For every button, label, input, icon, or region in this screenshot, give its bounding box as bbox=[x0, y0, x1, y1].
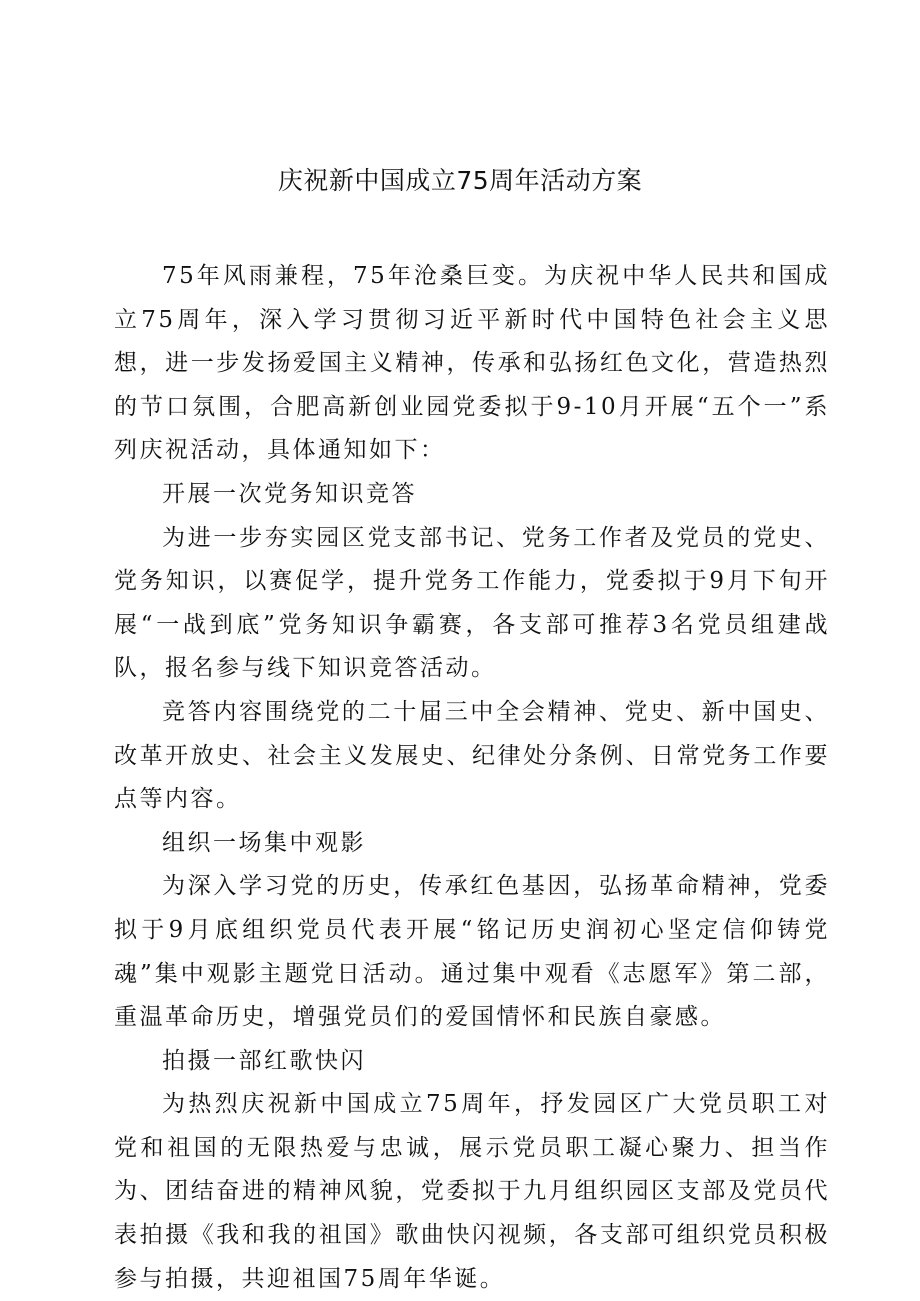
section-heading-film: 组织一场集中观影 bbox=[162, 829, 366, 856]
section-paragraph: 竞答内容围绕党的二十届三中全会精神、党史、新中国史、改革开放史、社会主义发展史、纪律处分条例、日常党务工作要点等内容。 bbox=[114, 698, 830, 813]
section-paragraph: 为热烈庆祝新中国成立75周年，抒发园区广大党员职工对党和祖国的无限热爱与忠诚，展示党员职工凝心聚力、担当作为、团结奋进的精神风貌，党委拟于九月组织园区支部及党员代表拍摄《我和我的祖国》歌曲快闪视频，各支部可组织党员积极参与拍摄，共迎祖国75周年华诞。 bbox=[114, 1091, 830, 1292]
section-heading-quiz: 开展一次党务知识竞答 bbox=[162, 480, 417, 507]
section-paragraph: 为进一步夯实园区党支部书记、党务工作者及党员的党史、党务知识，以赛促学，提升党务工作能力，党委拟于9月下旬开展“一战到底”党务知识争霸赛，各支部可推荐3名党员组建战队，报名参与线下知识竞答活动。 bbox=[114, 524, 830, 682]
section-paragraph: 为深入学习党的历史，传承红色基因，弘扬革命精神，党委拟于9月底组织党员代表开展“铭记历史润初心坚定信仰铸党魂”集中观影主题党日活动。通过集中观看《志愿军》第二部，重温革命历史，增强党员们的爱国情怀和民族自豪感。 bbox=[114, 873, 830, 1031]
section-heading-flashmob: 拍摄一部红歌快闪 bbox=[162, 1047, 366, 1074]
document-body bbox=[114, 255, 830, 1301]
document-title: 庆祝新中国成立75周年活动方案 bbox=[277, 166, 643, 195]
intro-paragraph: 75年风雨兼程，75年沧桑巨变。为庆祝中华人民共和国成立75周年，深入学习贯彻习近平新时代中国特色社会主义思想，进一步发扬爱国主义精神，传承和弘扬红色文化，营造热烈的节口氛围，合肥高新创业园党委拟于9-10月开展“五个一”系列庆祝活动，具体通知如下： bbox=[114, 263, 830, 464]
